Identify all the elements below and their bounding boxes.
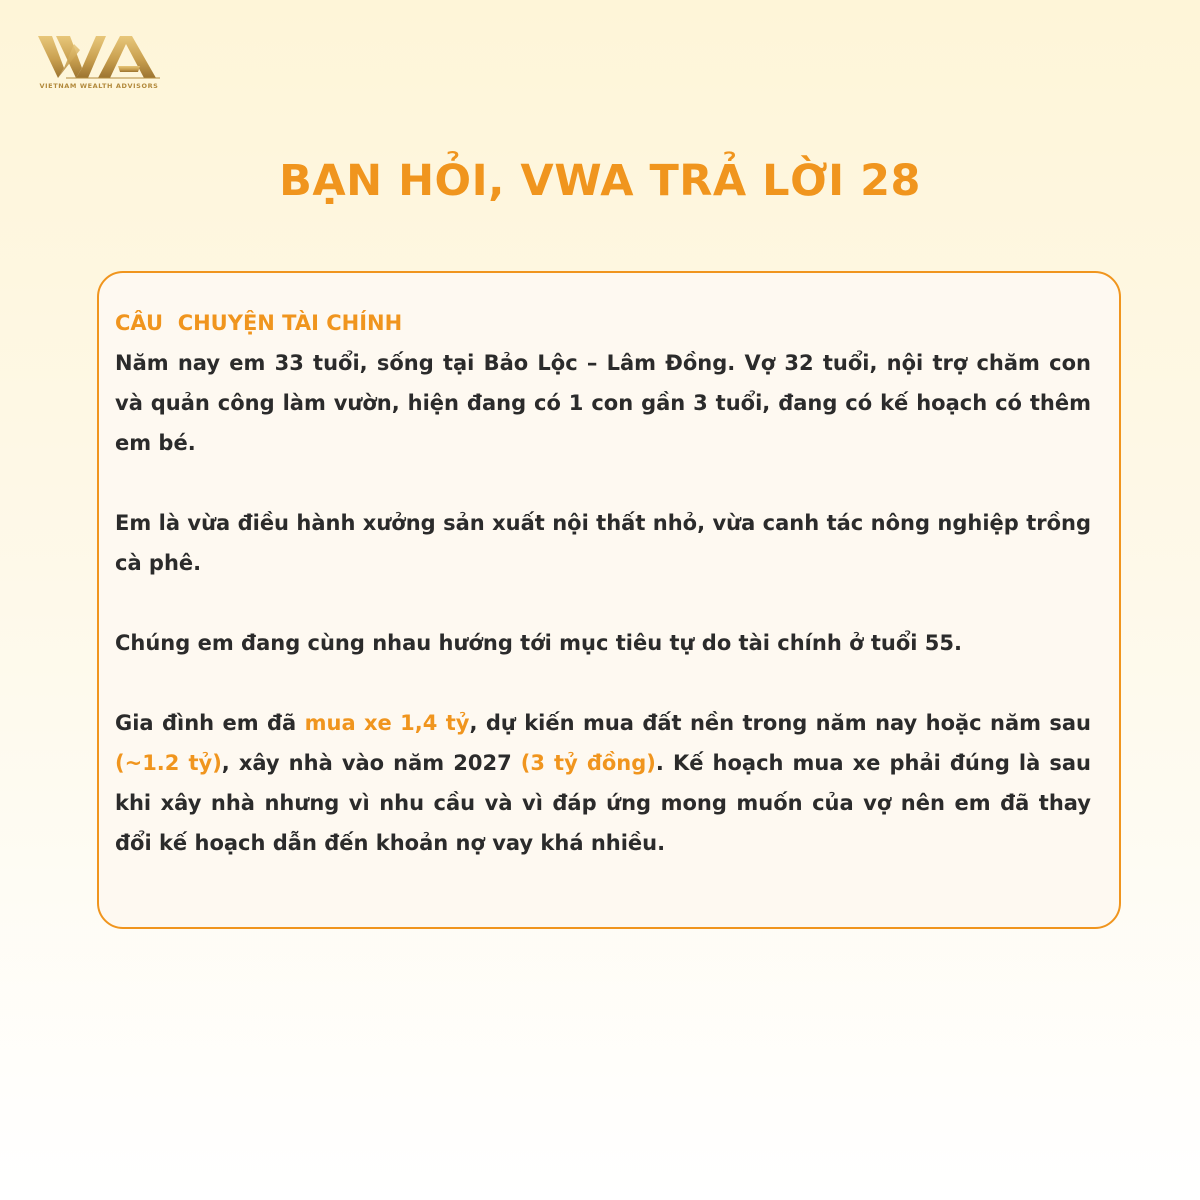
vwa-logo-mark [36, 34, 162, 82]
paragraph-4-text-3: , xây nhà vào năm 2027 [221, 751, 521, 775]
story-card-body [115, 303, 1091, 903]
story-paragraph-2: Em là vừa điều hành xưởng sản xuất nội thất nhỏ, vừa canh tác nông nghiệp trồng cà phê. [115, 511, 1091, 575]
paragraph-4-text-2: , dự kiến mua đất nền trong năm nay hoặc năm sau [469, 711, 1092, 735]
page-title: BẠN HỎI, VWA TRẢ LỜI 28 [279, 156, 921, 206]
story-paragraph-3: Chúng em đang cùng nhau hướng tới mục tiêu tự do tài chính ở tuổi 55. [115, 631, 962, 655]
highlight-car-purchase: mua xe 1,4 tỷ [304, 711, 470, 735]
vwa-logo [36, 34, 162, 94]
logo-tagline: VIETNAM WEALTH ADVISORS [39, 82, 159, 90]
story-heading: CÂU CHUYỆN TÀI CHÍNH [115, 311, 403, 335]
paragraph-4-text-4: . Kế hoạch mua xe phải đúng là sau khi xây nhà nhưng vì nhu cầu và vì đáp ứng mong muốn của vợ nên em đã thay đổi kế hoạch dẫn đến khoản nợ vay khá nhiều. [115, 751, 1091, 855]
paragraph-4-text-1: Gia đình em đã [115, 711, 305, 735]
story-paragraph-1: Năm nay em 33 tuổi, sống tại Bảo Lộc – Lâm Đồng. Vợ 32 tuổi, nội trợ chăm con và quản công làm vườn, hiện đang có 1 con gần 3 tuổi, đang có kế hoạch có thêm em bé. [115, 351, 1091, 455]
highlight-land-cost: (~1.2 tỷ) [115, 751, 222, 775]
story-paragraph-4 [115, 703, 1091, 863]
highlight-house-cost: (3 tỷ đồng) [520, 751, 656, 775]
story-card [97, 271, 1121, 929]
